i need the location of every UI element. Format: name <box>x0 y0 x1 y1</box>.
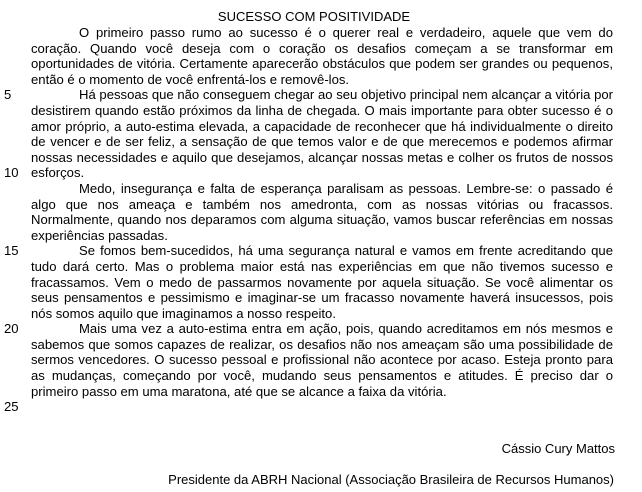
line-number <box>4 290 28 306</box>
line-number <box>4 134 28 150</box>
line-number <box>4 306 28 322</box>
document-title: SUCESSO COM POSITIVIDADE <box>217 9 411 24</box>
line-number <box>4 181 28 197</box>
line-number-gutter <box>4 25 28 415</box>
line-number <box>4 119 28 135</box>
paragraph: Mais uma vez a auto-estima entra em ação, pois, quando acreditamos em nós mesmos e sabemos que somos capazes de realizar, os desafios não nos ameaçam são uma possibilidade de sermos vencedores. O sucesso pessoal e profissional não acontece por acaso. Esteja pronto para as mudanças, começando por você, mudando seus pensamentos e atitudes. É preciso dar o primeiro passo em uma maratona, até que se alcance a faixa da vitória. <box>31 321 613 399</box>
document-body <box>31 25 613 399</box>
line-number: 5 <box>4 87 12 103</box>
line-number <box>4 72 28 88</box>
line-number <box>4 212 28 228</box>
paragraph: Medo, insegurança e falta de esperança paralisam as pessoas. Lembre-se: o passado é algo que nos ameaça e também nos amedronta, com as nossas vitórias ou fracassos. Normalmente, quando nos deparamos com alguma situação, vamos buscar referências em nossas experiências passadas. <box>31 180 613 243</box>
author-affiliation: Presidente da ABRH Nacional (Associação Brasileira de Recursos Humanos) <box>168 472 614 487</box>
line-number <box>4 56 28 72</box>
line-number <box>4 337 28 353</box>
line-number <box>4 275 28 291</box>
line-number <box>4 259 28 275</box>
author-name: Cássio Cury Mattos <box>501 441 615 456</box>
line-number <box>4 352 28 368</box>
line-number <box>4 150 28 166</box>
paragraph: Há pessoas que não conseguem chegar ao seu objetivo principal nem alcançar a vitória por desistirem quando estão próximos da linha de chegada. O mais importante para obter sucesso é o amor próprio, a auto-estima elevada, a capacidade de reconhecer que há individualmente o direito de vencer e de ser feliz, a sensação de que temos valor e de que merecemos e podemos afirmar nossas necessidades e aquilo que desejamos, alcançar nossas metas e colher os frutos de nossos esforços. <box>31 87 613 181</box>
line-number: 25 <box>4 399 19 415</box>
line-number <box>4 41 28 57</box>
line-number <box>4 197 28 213</box>
line-number <box>4 103 28 119</box>
line-number <box>4 25 28 41</box>
line-number: 10 <box>4 165 19 181</box>
line-number <box>4 384 28 400</box>
line-number: 15 <box>4 243 19 259</box>
line-number <box>4 228 28 244</box>
line-number: 20 <box>4 321 19 337</box>
paragraph: Se fomos bem-sucedidos, há uma segurança natural e vamos em frente acreditando que tudo dará certo. Mas o problema maior está nas experiências em que não tivemos sucesso e fracassamos. Vem o medo de passarmos novamente por aquela situação. Se você alimentar os seus pensamentos e pessimismo e imaginar-se um fracasso novamente haverá insucessos, pois nós somos aquilo que imaginamos a nosso respeito. <box>31 243 613 321</box>
paragraph: O primeiro passo rumo ao sucesso é o querer real e verdadeiro, aquele que vem do coração. Quando você deseja com o coração os desafios começam a se transformar em oportunidades de vitória. Certamente aparecerão obstáculos que podem ser grandes ou pequenos, então é o momento de você enfrentá-los e removê-los. <box>31 25 613 87</box>
line-number <box>4 368 28 384</box>
